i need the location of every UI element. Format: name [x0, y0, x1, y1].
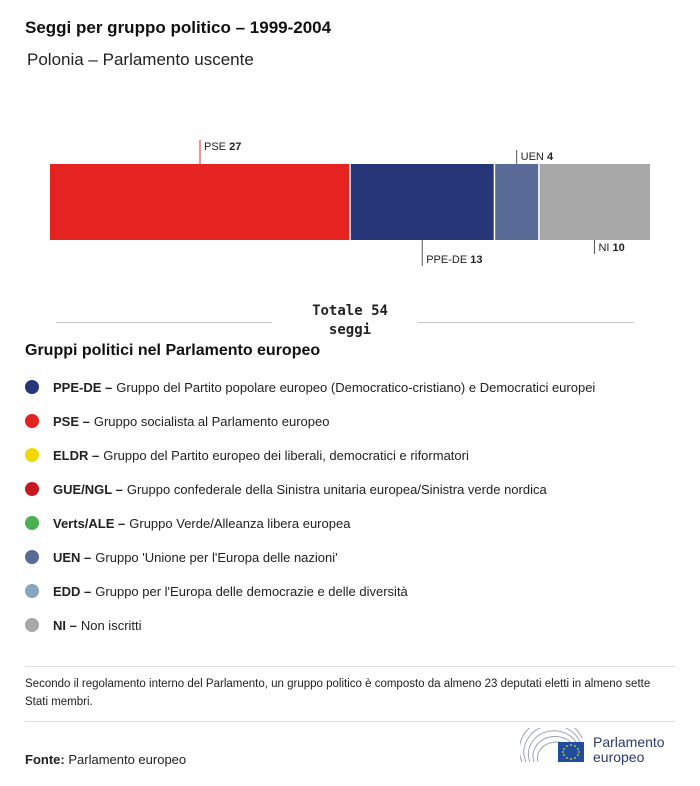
legend-abbr: NI –: [53, 617, 77, 633]
total-label: [300, 302, 400, 340]
legend-item: [25, 540, 685, 574]
total-divider-left: [56, 322, 272, 323]
legend-item: [25, 608, 685, 642]
chart-title: Seggi per gruppo politico – 1999-2004: [25, 18, 332, 37]
bar-label-pse: PSE 27: [204, 141, 242, 153]
logo-line-1: Parlamento: [593, 734, 665, 750]
bar-ppe-de: [350, 164, 494, 240]
legend-abbr: Verts/ALE –: [53, 515, 126, 531]
legend-item: [25, 404, 685, 438]
source: [25, 752, 186, 767]
legend-abbr: EDD –: [53, 583, 92, 599]
parliament-hemicycle-icon: [520, 728, 590, 768]
legend-dot-icon: [25, 584, 39, 598]
legend-dot-icon: [25, 618, 39, 632]
bar-pse: [50, 164, 350, 240]
legend-abbr: PSE –: [53, 413, 90, 429]
legend-abbr: PPE-DE –: [53, 379, 113, 395]
legend-dot-icon: [25, 482, 39, 496]
legend-dot-icon: [25, 550, 39, 564]
logo-line-2: europeo: [593, 749, 645, 765]
legend-abbr: UEN –: [53, 549, 92, 565]
bar-label-ppe-de: PPE-DE 13: [426, 254, 483, 266]
bar-label-ni: NI 10: [598, 242, 625, 254]
footnote: Secondo il regolamento interno del Parlamento, un gruppo politico è composto da almeno 23 deputati eletti in almeno sette Stati membri.: [25, 666, 675, 722]
legend-item: [25, 506, 685, 540]
total-seats: [0, 302, 700, 342]
legend-abbr: ELDR –: [53, 447, 100, 463]
legend-desc: Gruppo Verde/Alleanza libera europea: [129, 515, 351, 531]
seats-stacked-bar-chart: [0, 130, 700, 270]
total-unit: seggi: [328, 322, 372, 338]
european-parliament-logo: [520, 728, 680, 768]
legend-abbr: GUE/NGL –: [53, 481, 123, 497]
legend-desc: Gruppo per l'Europa delle democrazie e delle diversità: [95, 583, 408, 599]
chart-subtitle: Polonia – Parlamento uscente: [27, 50, 254, 69]
source-value: Parlamento europeo: [68, 752, 187, 767]
legend-item: [25, 370, 685, 404]
legend-dot-icon: [25, 516, 39, 530]
legend-dot-icon: [25, 414, 39, 428]
source-label: Fonte:: [25, 752, 65, 767]
logo-text: [593, 735, 665, 765]
legend-desc: Gruppo socialista al Parlamento europeo: [93, 413, 330, 429]
total-value: Totale 54: [312, 303, 388, 319]
legend-item: [25, 472, 685, 506]
legend-desc: Gruppo confederale della Sinistra unitaria europea/Sinistra verde nordica: [126, 481, 547, 497]
bar-ni: [539, 164, 650, 240]
legend-dot-icon: [25, 380, 39, 394]
legend-desc: Gruppo del Partito popolare europeo (Democratico-cristiano) e Democratici europei: [116, 379, 596, 395]
legend-item: [25, 574, 685, 608]
bar-uen: [494, 164, 538, 240]
legend-title: Gruppi politici nel Parlamento europeo: [25, 342, 321, 359]
legend-dot-icon: [25, 448, 39, 462]
legend-desc: Non iscritti: [80, 617, 142, 633]
bar-label-uen: UEN 4: [520, 151, 554, 163]
legend-desc: Gruppo 'Unione per l'Europa delle nazioni': [95, 549, 338, 565]
legend-item: [25, 438, 685, 472]
total-divider-right: [418, 322, 634, 323]
legend: [25, 370, 685, 642]
legend-desc: Gruppo del Partito europeo dei liberali, democratici e riformatori: [103, 447, 469, 463]
